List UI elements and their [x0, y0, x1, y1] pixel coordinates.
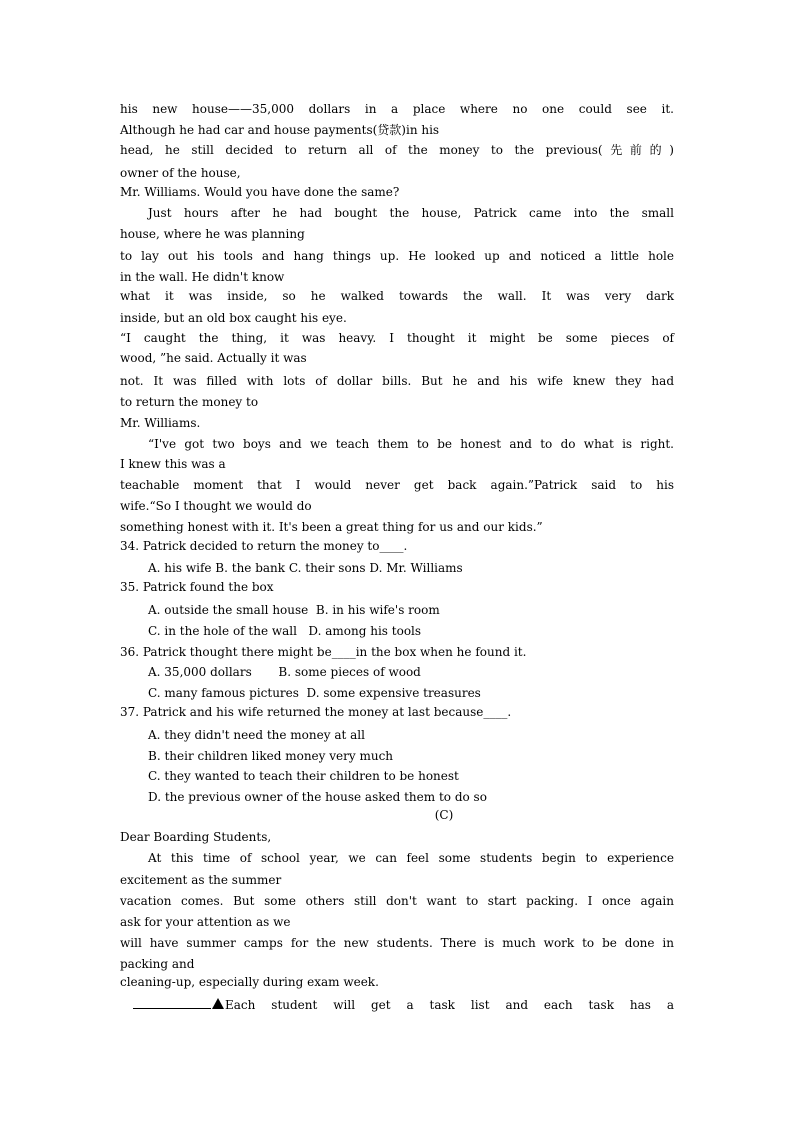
- passage-b-line-15: to return the money to: [120, 395, 259, 409]
- section-c-heading: (C): [434, 808, 454, 822]
- passage-b-line-19: teachable moment that I would never get back again.”Patrick said to his: [120, 478, 674, 492]
- passage-b-line-2: Although he had car and house payments(贷款)in his: [120, 123, 440, 137]
- passage-c-line-8-row: [133, 998, 674, 1012]
- passage-c-line-5: will have summer camps for the new students. There is much work to be done in: [120, 936, 674, 950]
- question-37-option-b: B. their children liked money very much: [148, 749, 394, 763]
- question-37-option-d: D. the previous owner of the house asked them to do so: [148, 790, 487, 804]
- passage-c-line-7: cleaning-up, especially during exam week.: [120, 975, 379, 989]
- passage-b-line-20: wife.“So I thought we would do: [120, 499, 312, 513]
- question-34: 34. Patrick decided to return the money to____.: [120, 539, 408, 553]
- passage-c-line-3: vacation comes. But some others still don't want to start packing. I once again: [120, 894, 674, 908]
- passage-b-line-6: Just hours after he had bought the house, Patrick came into the small: [148, 206, 674, 220]
- passage-b-line-10: what it was inside, so he walked towards the wall. It was very dark: [120, 289, 674, 303]
- passage-b-line-4: owner of the house,: [120, 166, 241, 180]
- passage-b-line-13: wood, ”he said. Actually it was: [120, 351, 307, 365]
- passage-b-line-8: to lay out his tools and hang things up. He looked up and noticed a little hole: [120, 249, 674, 263]
- question-37: 37. Patrick and his wife returned the money at last because____.: [120, 705, 512, 719]
- letter-salutation: Dear Boarding Students,: [120, 830, 272, 844]
- passage-b-line-16: Mr. Williams.: [120, 416, 201, 430]
- passage-b-line-14: not. It was filled with lots of dollar bills. But he and his wife knew they had: [120, 374, 674, 388]
- question-37-option-a: A. they didn't need the money at all: [148, 728, 365, 742]
- passage-b-line-1: his new house——35,000 dollars in a place where no one could see it.: [120, 102, 674, 116]
- passage-c-line-4: ask for your attention as we: [120, 915, 291, 929]
- question-37-option-c: C. they wanted to teach their children to be honest: [148, 769, 459, 783]
- question-35-options-ab: A. outside the small house B. in his wife's room: [148, 603, 440, 617]
- passage-b-line-5: Mr. Williams. Would you have done the same?: [120, 185, 400, 199]
- passage-b-line-21: something honest with it. It's been a great thing for us and our kids.”: [120, 520, 543, 534]
- passage-b-line-9: in the wall. He didn't know: [120, 270, 285, 284]
- question-35: 35. Patrick found the box: [120, 580, 274, 594]
- passage-b-line-18: I knew this was a: [120, 457, 226, 471]
- question-35-options-cd: C. in the hole of the wall D. among his tools: [148, 624, 422, 638]
- passage-b-line-7: house, where he was planning: [120, 227, 305, 241]
- question-36-options-cd: C. many famous pictures D. some expensive treasures: [148, 686, 481, 700]
- passage-c-line-1: At this time of school year, we can feel some students begin to experience: [148, 851, 674, 865]
- question-36: 36. Patrick thought there might be____in the box when he found it.: [120, 645, 527, 659]
- question-36-options-ab: A. 35,000 dollars B. some pieces of wood: [148, 665, 421, 679]
- passage-c-line-8: Each student will get a task list and each task has a: [225, 998, 674, 1012]
- triangle-marker-icon: [212, 998, 224, 1009]
- answer-blank: [133, 998, 211, 1009]
- passage-b-line-11: inside, but an old box caught his eye.: [120, 311, 347, 325]
- question-34-options: A. his wife B. the bank C. their sons D. Mr. Williams: [148, 561, 463, 575]
- passage-b-line-3: head, he still decided to return all of the money to the previous(先前的): [120, 143, 674, 157]
- passage-b-line-12: “I caught the thing, it was heavy. I thought it might be some pieces of: [120, 331, 674, 345]
- passage-b-line-17: “I've got two boys and we teach them to be honest and to do what is right.: [148, 437, 674, 451]
- passage-c-line-2: excitement as the summer: [120, 873, 282, 887]
- passage-c-line-6: packing and: [120, 957, 195, 971]
